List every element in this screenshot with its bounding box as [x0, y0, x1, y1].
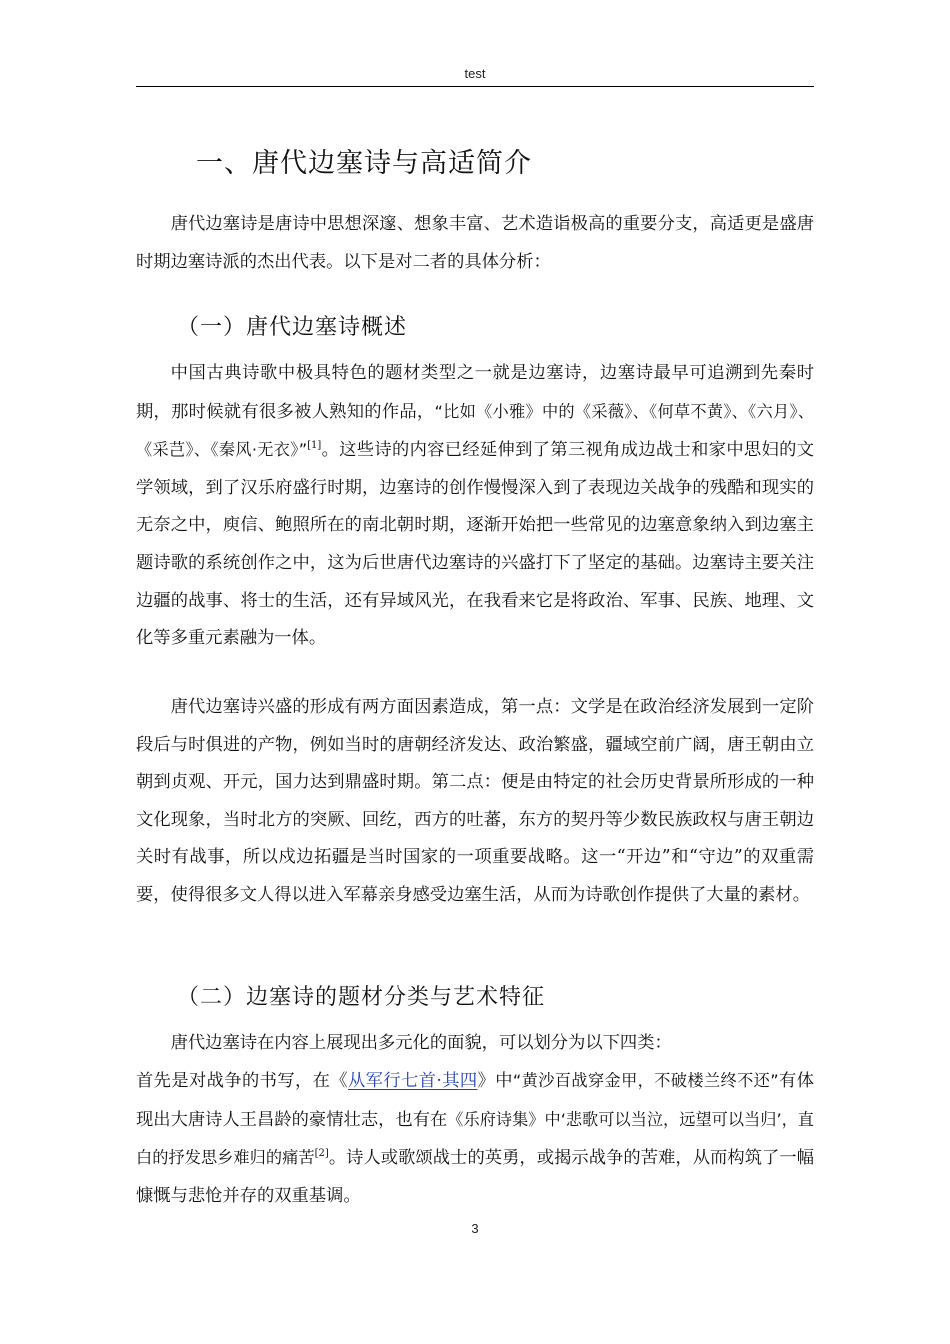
section2-heading: （二）边塞诗的题材分类与艺术特征 — [177, 985, 546, 1010]
page-header: test — [464, 66, 486, 81]
section2-paragraph-2 — [136, 1062, 814, 1215]
citation-ref-2[interactable]: [2] — [314, 1148, 329, 1160]
section2-paragraph-1: 唐代边塞诗在内容上展现出多元化的面貌，可以划分为以下四类： — [170, 1033, 672, 1053]
poem-link[interactable]: 从军行七首·其四 — [348, 1071, 478, 1091]
section2-p2-quote-1: “黄沙百战穿金甲，不破楼兰终不还” — [512, 1071, 779, 1090]
section1-p1-text-a: 中国古典诗歌中极具特色的题材类型之一就是边塞诗，边塞诗最早可追溯到先秦时期，那时候就有很多被人熟知的作品， — [136, 363, 814, 422]
header-rule — [136, 86, 814, 87]
section2-p2-text-d: 。诗人或歌颂战士的英勇，或揭示战争的苦难，从而构筑了一幅慷慨与悲怆并存的双重基调。 — [136, 1148, 814, 1206]
section2-p2-quote-2: 《乐府诗集》中‘悲歌可以当泣，远望可以当归’，直白的抒发思乡难归的痛苦 — [136, 1109, 814, 1168]
section2-p2-text-b: 》中 — [477, 1071, 513, 1091]
section1-heading: （一）唐代边塞诗概述 — [177, 315, 408, 340]
citation-ref-1[interactable]: [1] — [307, 440, 322, 452]
section2-p2-text-c: 有体现出大唐诗人王昌龄的豪情壮志，也有在 — [136, 1071, 814, 1130]
section1-p1-quote: “比如《小雅》中的《采薇》、《何草不黄》、《六月》、《采芑》、《秦风·无衣》” — [136, 401, 814, 460]
intro-paragraph: 唐代边塞诗是唐诗中思想深邃、想象丰富、艺术造诣极高的重要分支，高适更是盛唐时期边塞诗派的杰出代表。以下是对二者的具体分析： — [136, 214, 814, 272]
section1-p1-text-b: 。这些诗的内容已经延伸到了第三视角成边战士和家中思妇的文学领域，到了汉乐府盛行时期，边塞诗的创作慢慢深入到了表现边关战争的残酷和现实的无奈之中，庾信、鲍照所在的南北朝时期，逐渐开始把一些常见的边塞意象纳入到边塞主题诗歌的系统创作之中，这为后世唐代边塞诗的兴盛打下了坚定的基础。边塞诗主要关注边疆的战事、将士的生活，还有异域风光，在我看来它是将政治、军事、民族、地理、文化等多重元素融为一体。 — [136, 440, 814, 649]
chapter-title: 一、唐代边塞诗与高适简介 — [196, 148, 532, 179]
section1-paragraph-1 — [136, 355, 814, 658]
page-number: 3 — [471, 1221, 479, 1236]
section1-paragraph-2: 唐代边塞诗兴盛的形成有两方面因素造成，第一点：文学是在政治经济发展到一定阶段后与时俱进的产物，例如当时的唐朝经济发达、政治繁盛，疆域空前广阔，唐王朝由立朝到贞观、开元，国力达到鼎盛时期。第二点：便是由特定的社会历史背景所形成的一种文化现象，当时北方的突厥、回纥，西方的吐蕃，东方的契丹等少数民族政权与唐王朝边关时有战事，所以戍边拓疆是当时国家的一项重要战略。这一“开边”和“守边”的双重需要，使得很多文人得以进入军幕亲身感受边塞生活，从而为诗歌创作提供了大量的素材。 — [136, 697, 814, 905]
section2-p2-text-a: 首先是对战争的书写，在《 — [136, 1071, 348, 1091]
